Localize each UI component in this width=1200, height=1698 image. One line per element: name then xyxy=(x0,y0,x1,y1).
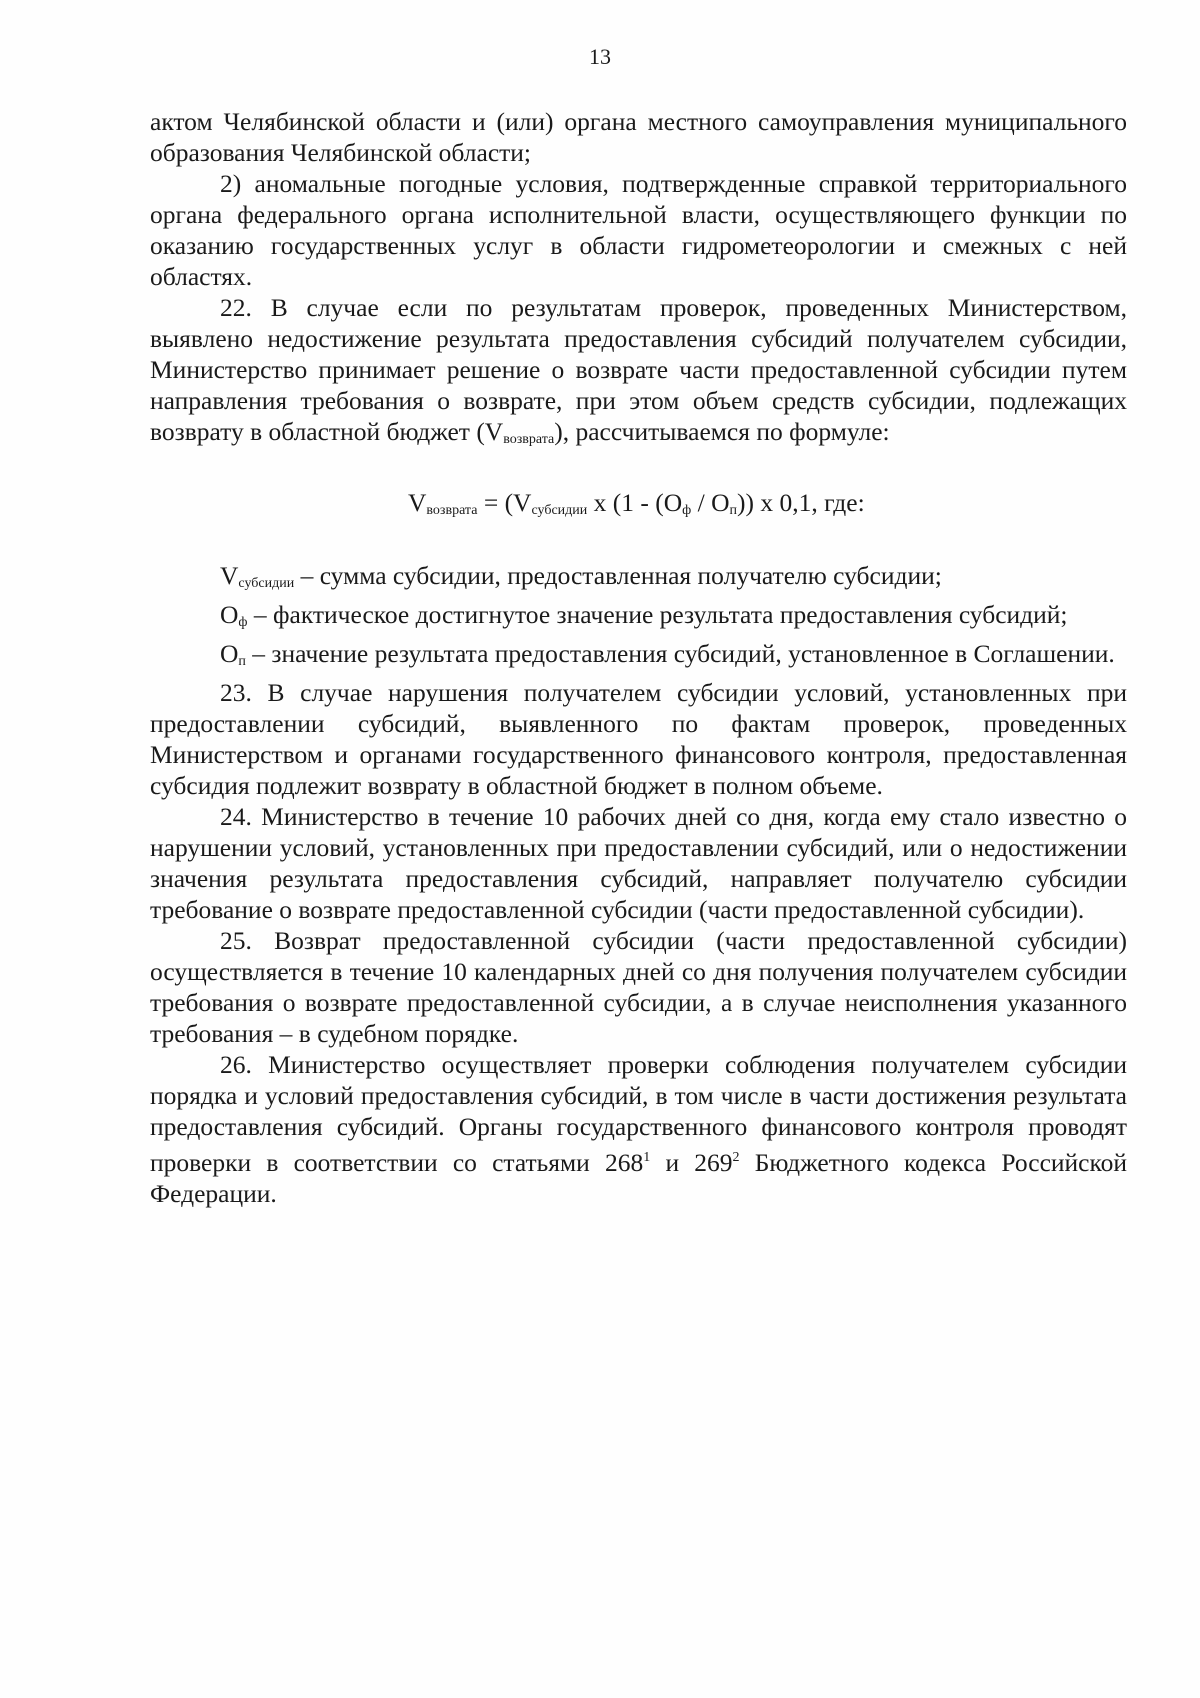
def1-sub: субсидии xyxy=(238,576,295,591)
paragraph-25: 25. Возврат предоставленной субсидии (части предоставленной субсидии) осуществляется в течение 10 календарных дней со дня получения получателем субсидии требования о возврате предоставленной субсидии, а в случае неисполнения указанного требования – в судебном порядке. xyxy=(150,926,1127,1048)
definition-o-fact: $О_ф$ – фактическое достигнутое значение результата предоставления субсидий; xyxy=(220,600,1068,630)
paragraph-26 xyxy=(150,1049,1127,1209)
paragraph-26-mid: и 269 xyxy=(650,1148,733,1177)
def1-text: – сумма субсидии, предоставленная получателю субсидии; xyxy=(294,561,942,590)
superscript-2: 2 xyxy=(732,1150,740,1165)
paragraph-24: 24. Министерство в течение 10 рабочих дней со дня, когда ему стало известно о нарушении условий, установленных при предоставлении субсидий, или о недостижении значения результата предоставления субсидий, направляет получателю субсидии требование о возврате предоставленной субсидии (части предоставленной субсидии). xyxy=(150,802,1127,924)
def3-text: – значение результата предоставления субсидий, установленное в Соглашении. xyxy=(245,639,1115,668)
formula-vs-sub: субсидии xyxy=(531,503,588,518)
formula-slash: / О xyxy=(691,488,730,517)
paragraph-26-tail: Бюджетного кодекса Российской Федерации. xyxy=(150,1148,1127,1208)
document-body xyxy=(150,106,1127,1209)
formula xyxy=(150,487,1127,526)
formula-v-sub: возврата xyxy=(426,503,478,518)
paragraph-item-2: 2) аномальные погодные условия, подтвержденные справкой территориального органа федерального органа исполнительной власти, осуществляющего функции по оказанию государственных услуг в области гидрометеорологии и смежных с ней областях. xyxy=(150,169,1127,291)
definition-v-subsidy: $V_{субсидии}$ – сумма субсидии, предоставленная получателю субсидии; xyxy=(220,561,942,591)
formula-mid: х (1 - (О xyxy=(587,488,683,517)
paragraph-22 xyxy=(150,292,1127,455)
def2-text: – фактическое достигнутое значение результата предоставления субсидий; xyxy=(247,600,1068,629)
definition-o-plan: $О_п$ – значение результата предоставления субсидий, установленное в Соглашении. xyxy=(220,639,1115,669)
page-number: 13 xyxy=(589,44,611,69)
paragraph-23: 23. В случае нарушения получателем субсидии условий, установленных при предоставлении субсидий, выявленного по фактам проверок, проведенных Министерством и органами государственного финансового контроля, предоставленная субсидия подлежит возврату в областной бюджет в полном объеме. xyxy=(150,678,1127,800)
subscript-return: возврата xyxy=(503,432,555,447)
paragraph-22-text: 22. В случае если по результатам проверок, проведенных Министерством, выявлено недостижение результата предоставления субсидий получателем субсидии, Министерство принимает решение о возврате части предоставленной субсидии путем направления требования о возврате, при этом объем средств субсидии, подлежащих возврату в областной бюджет (V xyxy=(150,293,1127,446)
paragraph-continuation: актом Челябинской области и (или) органа местного самоуправления муниципального образования Челябинской области; xyxy=(150,107,1127,167)
paragraph-26-text: 26. Министерство осуществляет проверки соблюдения получателем субсидии порядка и условий предоставления субсидий, в том числе в части достижения результата предоставления субсидий. Органы государственного финансового контроля проводят проверки в соответствии со статьями 268 xyxy=(150,1050,1127,1177)
paragraph-22-tail: ), рассчитываемся по формуле: xyxy=(554,417,890,446)
superscript-1: 1 xyxy=(643,1150,651,1165)
formula-op-sub: п xyxy=(729,503,737,518)
def2-sub: ф xyxy=(238,615,248,630)
formula-tail: )) х 0,1, где: xyxy=(736,488,865,517)
formula-v: V xyxy=(408,488,427,517)
def3-sub: п xyxy=(238,654,246,669)
formula-eq: = (V xyxy=(477,488,532,517)
formula-of-sub: ф xyxy=(682,503,692,518)
